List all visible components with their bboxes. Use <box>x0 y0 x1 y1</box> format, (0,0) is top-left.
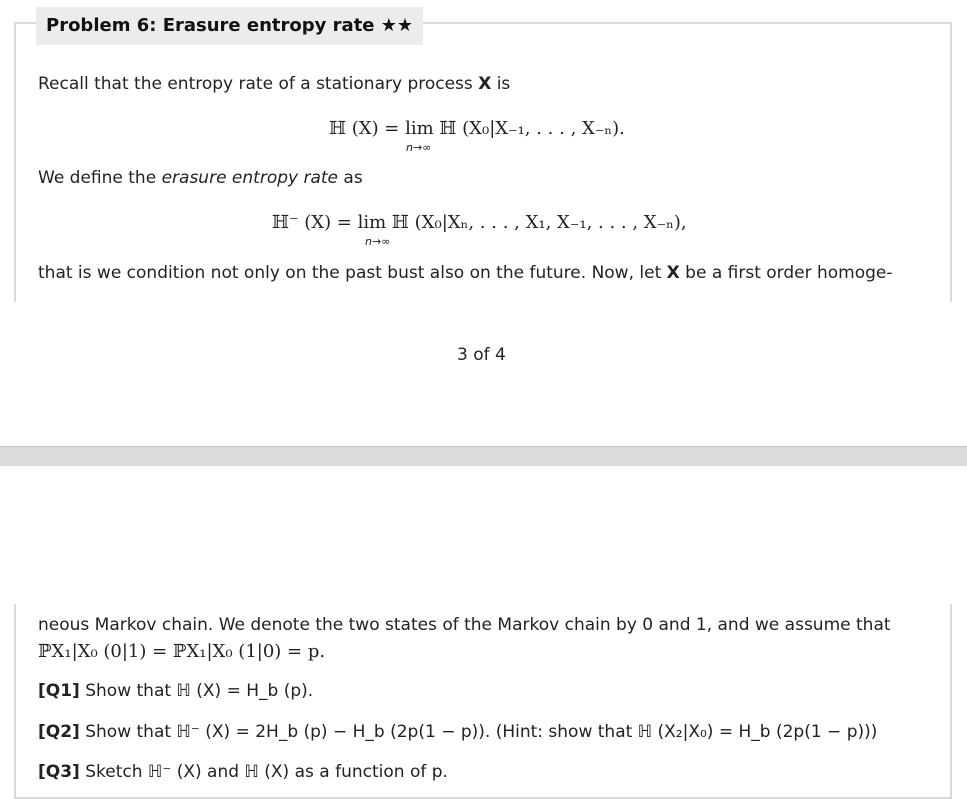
equation-erasure-rate-limit: n→∞ <box>365 235 391 248</box>
paragraph-recall: Recall that the entropy rate of a stationary process X is <box>38 74 511 94</box>
equation-entropy-rate: ℍ (X) = lim ℍ (X₀|X₋₁, . . . , X₋ₙ). <box>329 118 625 139</box>
equation-entropy-rate-limit: n→∞ <box>406 141 432 154</box>
equation-erasure-rate: ℍ⁻ (X) = lim ℍ (X₀|Xₙ, . . . , X₁, X₋₁, . . . , X₋ₙ), <box>272 212 687 233</box>
page-separator <box>0 446 967 468</box>
page-indicator: 3 of 4 <box>457 345 506 365</box>
paragraph-condition: that is we condition not only on the past bust also on the future. Now, let X be a first order homoge- <box>38 263 893 283</box>
paragraph-define: We define the erasure entropy rate as <box>38 168 363 188</box>
paragraph-markov: neous Markov chain. We denote the two states of the Markov chain by 0 and 1, and we assume that <box>38 615 891 635</box>
problem-title: Problem 6: Erasure entropy rate ★★ <box>36 7 423 45</box>
question-1: [Q1] Show that ℍ (X) = H_b (p). <box>38 681 314 701</box>
equation-transition: ℙX₁|X₀ (0|1) = ℙX₁|X₀ (1|0) = p. <box>38 641 326 662</box>
question-2: [Q2] Show that ℍ⁻ (X) = 2H_b (p) − H_b (2p(1 − p)). (Hint: show that ℍ (X₂|X₀) = H_b (2p(1 − p))) <box>38 722 878 742</box>
problem-box-frame <box>14 22 952 302</box>
question-3: [Q3] Sketch ℍ⁻ (X) and ℍ (X) as a function of p. <box>38 762 448 782</box>
